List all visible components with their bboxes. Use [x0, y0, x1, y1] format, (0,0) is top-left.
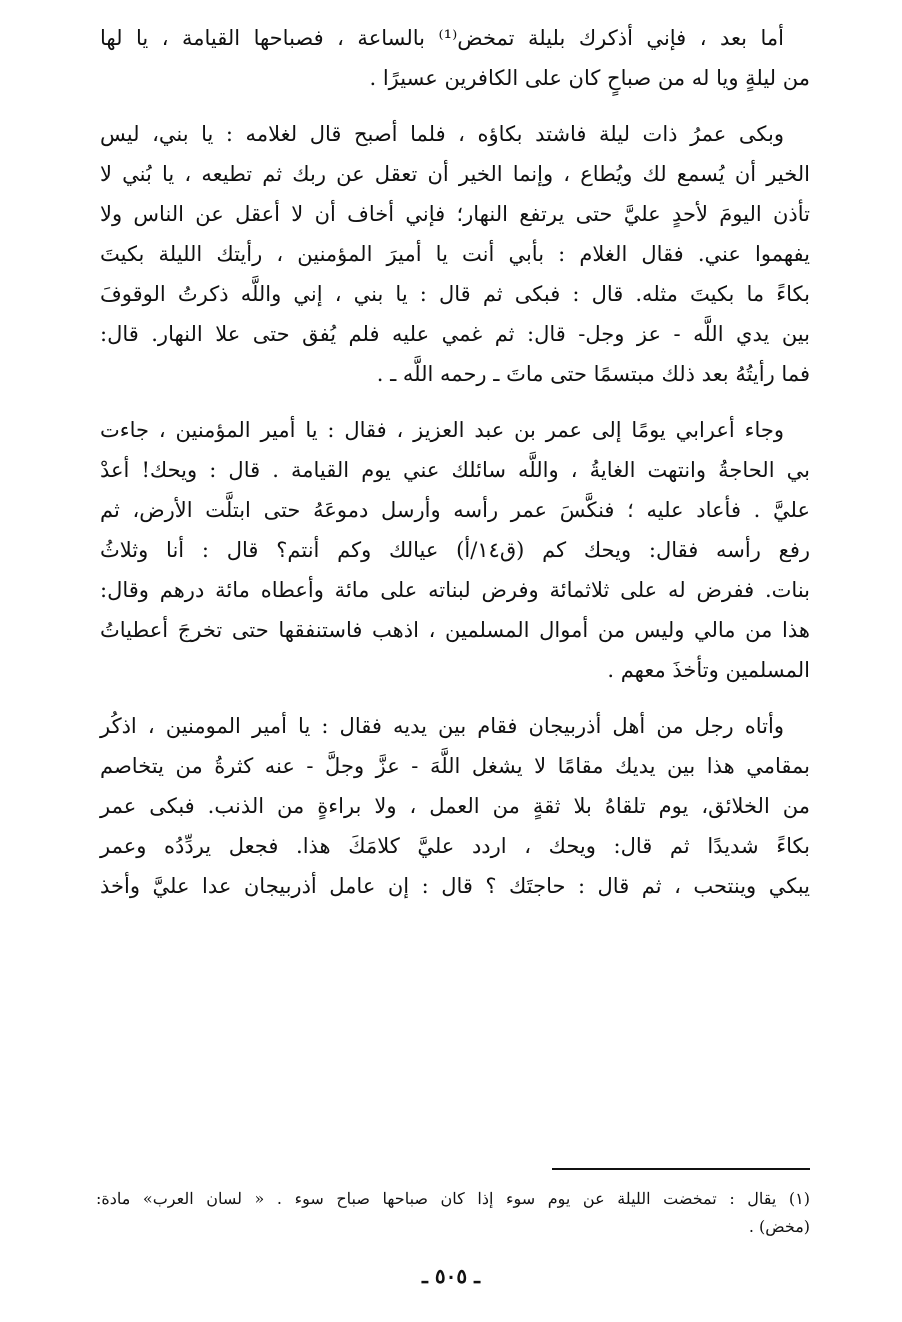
paragraph [100, 114, 810, 394]
text-line: تأذن اليومَ لأحدٍ عليَّ حتى يرتفع النهار؛ فإني أخاف أن لا أعقل عن الناس ولا [100, 202, 810, 226]
text-line: فما رأيتُهُ بعد ذلك مبتسمًا حتى ماتَ ـ رحمه اللَّه ـ . [376, 362, 810, 386]
text-line: عليَّ . فأعاد عليه ؛ فنكَّسَ عمر رأسه وأرسل دموعَهُ حتى ابتلَّت الأرض، ثم [100, 498, 810, 522]
text-line: من ليلةٍ ويا له من صباحٍ كان على الكافرين عسيرًا . [369, 66, 810, 90]
text-line: هذا من مالي وليس من أموال المسلمين ، اذهب فاستنفقها حتى تخرجَ أعطياتُ [100, 618, 810, 642]
paragraph-gap [100, 98, 810, 114]
footnote-line: (مخض) . [748, 1217, 810, 1236]
main-text [100, 18, 810, 906]
page-number: ـ ٥٠٥ ـ [422, 1264, 480, 1288]
text-line: من الخلائق، يوم تلقاهُ بلا ثقةٍ من العمل ، ولا براءةٍ من الذنب. فبكى عمر [100, 794, 810, 818]
text-line: رفع رأسه فقال: ويحك كم (ق١٤/أ) عيالك وكم أنتم؟ قال : أنا وثلاثُ [100, 538, 811, 562]
text-line: يبكي وينتحب ، ثم قال : حاجتَك ؟ قال : إن عامل أذربيجان عدا عليَّ وأخذ [100, 874, 810, 898]
text-line: المسلمين وتأخذَ معهم . [607, 658, 810, 682]
text-line: بين يدي اللَّه - عز وجل- قال: ثم غمي عليه فلم يُفق حتى علا النهار. قال: [100, 322, 810, 346]
paragraph [100, 706, 810, 906]
text-line: بنات. ففرض له على ثلاثمائة وفرض لبناته على مائة وأعطاه مائة درهم وقال: [100, 578, 810, 602]
footnote-line: (١) يقال : تمخضت الليلة عن يوم سوء إذا كان صباحها صباح سوء . « لسان العرب» مادة: [96, 1189, 810, 1208]
footnote-separator [552, 1168, 810, 1170]
text-line: بكاءً ما بكيتَ مثله. قال : فبكى ثم قال : يا بني ، إني واللَّه ذكرتُ الوقوفَ [100, 282, 810, 306]
paragraph-gap [100, 394, 810, 410]
paragraph-gap [100, 690, 810, 706]
text-line: أما بعد ، فإني أذكرك بليلة تمخض⁽¹⁾ بالساعة ، فصباحها القيامة ، يا لها [100, 26, 784, 50]
paragraph [100, 18, 810, 98]
text-line: بكاءً شديدًا ثم قال: ويحك ، اردد عليَّ كلامَكَ هذا. فجعل يردِّدُه وعمر [100, 834, 810, 858]
text-line: بمقامي هذا بين يديك مقامًا لا يشغل اللَّهَ - عزَّ وجلَّ - عنه كثرةُ من يتخاصم [100, 754, 810, 778]
footnotes [96, 1185, 810, 1241]
paragraph [100, 410, 810, 690]
text-line: وأتاه رجل من أهل أذربيجان فقام بين يديه فقال : يا أمير المومنين ، اذكُر [100, 714, 784, 738]
text-line: الخير أن يُسمع لك ويُطاع ، وإنما الخير أن تعقل عن ربك ثم تطيعه ، يا بُني لا [100, 162, 810, 186]
text-line: بي الحاجةُ وانتهت الغايةُ ، واللَّه سائلك عني يوم القيامة . قال : ويحك! أعدْ [100, 458, 810, 482]
text-line: وبكى عمرُ ذات ليلة فاشتد بكاؤه ، فلما أصبح قال لغلامه : يا بني، ليس [100, 122, 784, 146]
text-line: وجاء أعرابي يومًا إلى عمر بن عبد العزيز ، فقال : يا أمير المؤمنين ، جاءت [100, 418, 784, 442]
text-line: يفهموا عني. فقال الغلام : بأبي أنت يا أميرَ المؤمنين ، رأيتك الليلة بكيتَ [100, 242, 810, 266]
